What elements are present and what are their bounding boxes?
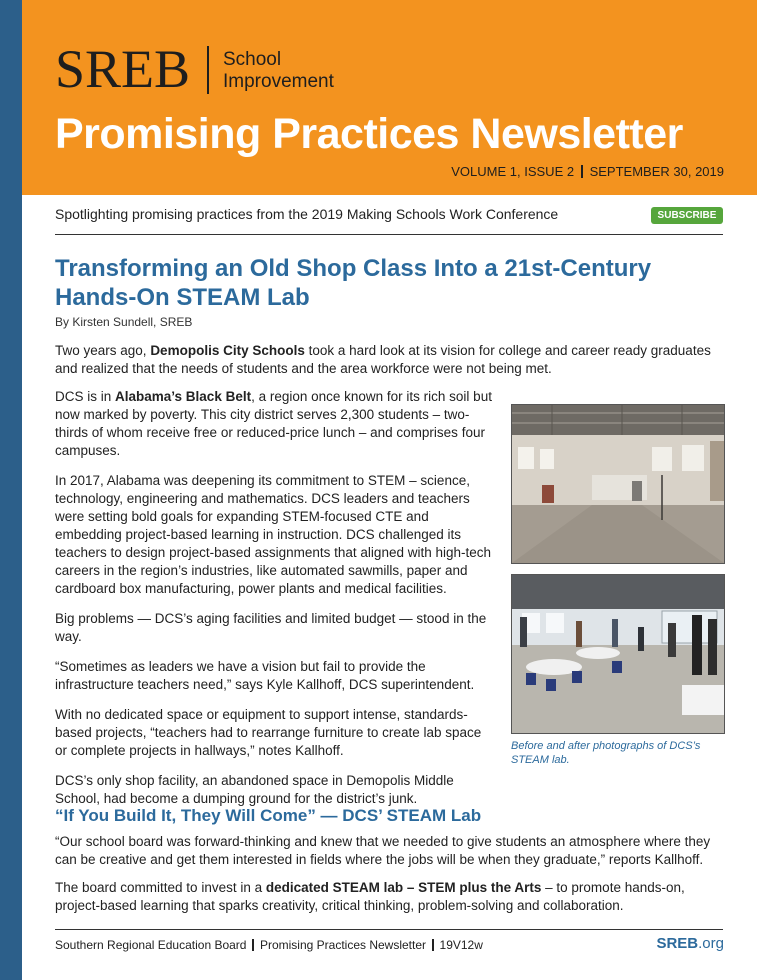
footer-org: Southern Regional Education Board: [55, 938, 247, 952]
logo-divider: [207, 46, 209, 94]
footer-newsletter: Promising Practices Newsletter: [259, 938, 427, 952]
paragraph-quote: “Sometimes as leaders we have a vision but fail to provide the infrastructure teachers need,” says Kyle Kallhoff, DCS superintendent.: [55, 659, 475, 692]
article-title: Transforming an Old Shop Class Into a 21st-Century Hands-On STEAM Lab: [55, 255, 652, 311]
bottom-section: [55, 833, 723, 915]
photo-caption: Before and after photographs of DCS’s STEAM lab.: [511, 740, 701, 766]
top-rule: [55, 234, 723, 235]
logo-subtitle-line2: Improvement: [223, 71, 334, 92]
p8-text-2: – to promote hands-on, project-based learning that sparks creativity, critical thinking, problem-solving and collaboration.: [55, 880, 685, 913]
footer-code: 19V12w: [439, 938, 483, 952]
spotlight-text: Spotlighting promising practices from the 2019 Making Schools Work Conference: [55, 206, 559, 222]
paragraph-no-space: With no dedicated space or equipment to support intense, standards-based projects, “teachers had to rearrange furniture to create lab space or complete projects in hallways,” notes Kallhoff.: [55, 707, 482, 758]
intro-paragraph: [55, 342, 723, 378]
p1-text-1: DCS is in: [55, 389, 116, 404]
paragraph-school-board: “Our school board was forward-thinking and knew that we needed to give students an atmosphere where they can be creative and get them interested in fields where the jobs will be when they graduate,” reports Kallhoff.: [55, 834, 711, 867]
sreb-website-link[interactable]: [656, 935, 724, 952]
after-photo: [511, 574, 725, 734]
site-ext: .org: [698, 935, 724, 952]
intro-text-1: Two years ago,: [55, 343, 151, 358]
masthead: [22, 0, 757, 195]
left-column: [55, 388, 495, 808]
footer-info: [55, 938, 483, 952]
after-photo-image: [512, 575, 724, 733]
intro-bold: Demopolis City Schools: [150, 343, 305, 358]
subscribe-button[interactable]: SUBSCRIBE: [651, 207, 723, 224]
intro-text-2: took a hard look at its vision for college and career ready graduates and realized that the needs of students and the area workforce were not being met.: [55, 343, 711, 376]
paragraph-black-belt: [55, 388, 495, 460]
footer-separator: [252, 939, 254, 951]
newsletter-title: Promising Practices Newsletter: [55, 110, 683, 158]
site-main: SREB: [656, 935, 699, 952]
paragraph-problems: Big problems — DCS’s aging facilities and limited budget — stood in the way.: [55, 611, 487, 644]
logo-subtitle: [223, 49, 334, 93]
footer-separator: [432, 939, 434, 951]
before-photo-image: [512, 405, 724, 563]
left-accent-bar: [0, 0, 22, 980]
paragraph-shop-facility: DCS’s only shop facility, an abandoned space in Demopolis Middle School, had become a dumping ground for the district’s junk.: [55, 773, 454, 806]
section-subhead: “If You Build It, They Will Come” — DCS’ STEAM Lab: [55, 806, 482, 825]
p1-bold: Alabama’s Black Belt: [115, 389, 252, 404]
volume-issue: VOLUME 1, ISSUE 2: [451, 164, 575, 179]
issue-info: [451, 164, 724, 179]
p8-text-1: The board committed to invest in a: [55, 880, 266, 895]
byline: By Kirsten Sundell, SREB: [55, 315, 193, 329]
footer-rule: [55, 929, 723, 930]
issue-separator: [581, 165, 583, 178]
issue-date: SEPTEMBER 30, 2019: [589, 164, 724, 179]
logo-subtitle-line1: School: [223, 49, 282, 70]
sreb-logo: SREB: [55, 39, 191, 99]
p8-bold: dedicated STEAM lab – STEM plus the Arts: [265, 880, 542, 895]
p1-text-2: , a region once known for its rich soil but now marked by poverty. This city district serves 2,300 students – two-thirds of whom receive free or reduced-price lunch – and comprises four campuses.: [55, 389, 492, 458]
before-photo: [511, 404, 725, 564]
paragraph-stem: In 2017, Alabama was deepening its commitment to STEM – science, technology, engineering and mathematics. DCS leaders and teachers were setting bold goals for expanding STEM-focused CTE and embedding project-based learning in instruction. DCS challenged its teachers to design project-based assignments that aligned with high-tech careers in the region’s industries, like automated sawmills, paper and cardboard box manufacturing, power plants and medical facilities.: [55, 473, 492, 596]
paragraph-board-committed: [55, 879, 723, 915]
